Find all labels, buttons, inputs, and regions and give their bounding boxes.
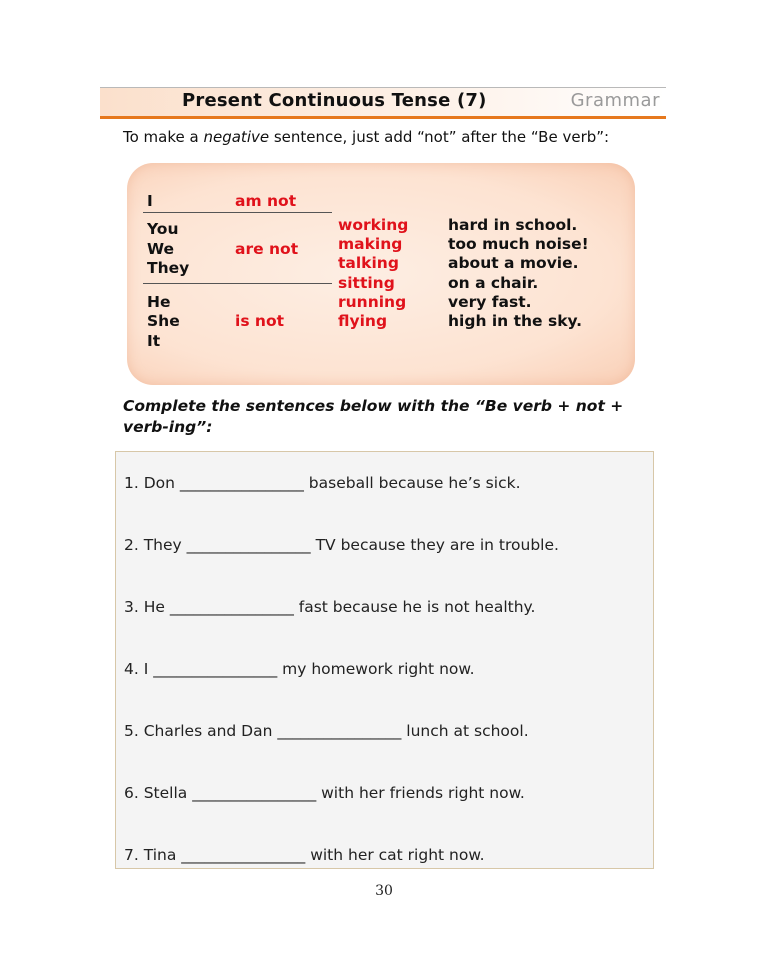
intro-before: To make a: [123, 128, 204, 146]
exercise-instruction: Complete the sentences below with the “Be verb + not + verb-ing”:: [123, 397, 624, 436]
subject-we: We: [147, 240, 175, 258]
table-divider: [143, 283, 332, 284]
intro-after: sentence, just add “not” after the “Be verb”:: [269, 128, 610, 146]
intro-text: [123, 128, 609, 146]
subject-they: They: [147, 259, 190, 277]
exercise-box: [115, 451, 654, 869]
page-title: Present Continuous Tense (7): [182, 90, 487, 111]
exercise-item: 5. Charles and Dan ________________ lunch at school.: [124, 722, 529, 740]
sentence-ending: on a chair.: [448, 274, 539, 292]
sentence-ending: too much noise!: [448, 235, 589, 253]
title-bar: [100, 87, 666, 119]
exercise-item: 4. I ________________ my homework right now.: [124, 660, 475, 678]
exercise-item: 2. They ________________ TV because they are in trouble.: [124, 536, 559, 554]
sentence-ending: hard in school.: [448, 216, 578, 234]
be-not-am: am not: [235, 192, 297, 210]
subject-she: She: [147, 312, 180, 330]
verb-ing: making: [338, 235, 403, 253]
exercise-item: 3. He ________________ fast because he is not healthy.: [124, 598, 536, 616]
exercise-item: 1. Don ________________ baseball because he’s sick.: [124, 474, 521, 492]
intro-emphasis: negative: [203, 128, 270, 146]
verb-ing: working: [338, 216, 409, 234]
be-not-are: are not: [235, 240, 299, 258]
verb-ing: flying: [338, 312, 388, 330]
subject-it: It: [147, 332, 161, 350]
verb-ing: talking: [338, 254, 399, 272]
page-number: 30: [375, 883, 393, 899]
sentence-ending: about a movie.: [448, 254, 579, 272]
grammar-table: [127, 163, 635, 385]
subject-he: He: [147, 293, 171, 311]
table-divider: [143, 212, 332, 213]
verb-ing: running: [338, 293, 407, 311]
subject-you: You: [147, 220, 179, 238]
subject-i: I: [147, 192, 153, 210]
section-tag: Grammar: [570, 90, 660, 111]
sentence-ending: very fast.: [448, 293, 532, 311]
be-not-is: is not: [235, 312, 285, 330]
verb-ing: sitting: [338, 274, 395, 292]
exercise-item: 7. Tina ________________ with her cat right now.: [124, 846, 485, 864]
exercise-item: 6. Stella ________________ with her friends right now.: [124, 784, 525, 802]
sentence-ending: high in the sky.: [448, 312, 583, 330]
